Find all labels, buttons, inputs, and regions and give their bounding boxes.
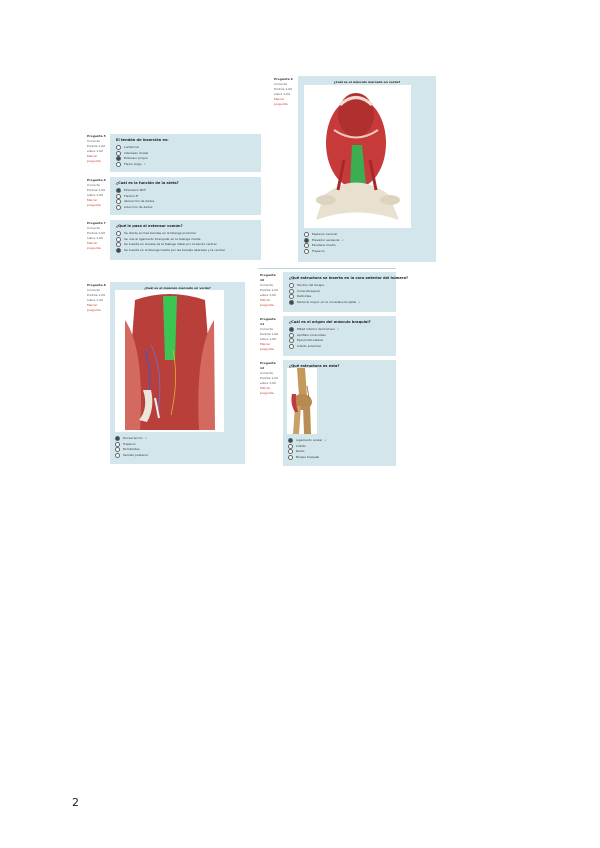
radio-icon[interactable]	[116, 231, 121, 236]
answer-option[interactable]: Trapecio	[115, 442, 148, 448]
section-divider	[258, 268, 396, 269]
radio-icon[interactable]	[288, 449, 293, 454]
answer-options-8	[115, 436, 148, 458]
question-state: Correcta	[274, 82, 287, 86]
radio-icon[interactable]	[116, 188, 121, 193]
radio-icon[interactable]	[115, 447, 120, 452]
answer-option[interactable]: Abducción de dedos	[116, 199, 255, 205]
question-score: Puntúa 1,00	[274, 87, 293, 91]
radio-icon[interactable]	[289, 289, 294, 294]
radio-icon[interactable]	[289, 327, 294, 332]
question-text: ¿Qué estructura se inserta en la cara anterior del húmero?	[289, 276, 409, 280]
answer-option[interactable]: Extensión MCF	[116, 188, 255, 194]
answer-option[interactable]: Romboides	[115, 447, 148, 453]
answer-option[interactable]: Se divide en tres bandas en la falange proximal	[116, 231, 255, 237]
flag-question-link[interactable]: Marcar	[260, 298, 271, 302]
elbow-image	[287, 368, 317, 434]
answer-option[interactable]: Elevador escápula ✓	[304, 238, 344, 244]
answer-option[interactable]: Cúbito	[288, 444, 327, 450]
question-score: Puntúa 1,00	[87, 188, 106, 192]
question-max: sobre 1,00	[260, 337, 276, 341]
radio-icon[interactable]	[289, 338, 294, 343]
flag-question-link-2[interactable]: pregunta	[260, 303, 274, 307]
question-state: Correcta	[87, 288, 100, 292]
question-text: ¿Cuál es el origen del músculo braquial?	[289, 320, 371, 324]
check-icon: ✓	[144, 436, 148, 440]
answer-option[interactable]: Lumbrical	[116, 145, 255, 151]
question-card-10	[283, 272, 409, 312]
radio-icon[interactable]	[289, 294, 294, 299]
question-state: Correcta	[87, 183, 100, 187]
answer-options-12	[288, 438, 327, 460]
question-info	[260, 273, 280, 308]
answer-option[interactable]: Escaleno medio	[304, 243, 344, 249]
question-info	[87, 134, 107, 164]
answer-option[interactable]: Pectoral mayor en la corredera bicipital ✓	[289, 300, 390, 306]
answer-option[interactable]: Se une al ligamento triangular en la falange media	[116, 237, 255, 243]
check-icon: ✓	[341, 237, 345, 242]
question-max: sobre 1,00	[274, 92, 290, 96]
answer-option[interactable]: Extensor propio	[116, 156, 255, 162]
radio-icon[interactable]	[288, 438, 293, 443]
flag-question-link[interactable]: Marcar	[260, 386, 271, 390]
question-max: sobre 1,00	[87, 298, 103, 302]
radio-icon[interactable]	[116, 237, 121, 242]
answer-option[interactable]: Se inserta en la falange media por las bandas laterales y la central	[116, 248, 255, 254]
answer-option[interactable]: Serrato posterior	[115, 453, 148, 459]
question-card-5	[110, 134, 261, 172]
answer-option[interactable]: Bíceps braquial	[288, 455, 327, 461]
answer-options-9	[304, 232, 344, 254]
answer-option[interactable]: Ligamento anular ✓	[288, 438, 327, 444]
neck-anatomy-illustration	[304, 85, 411, 228]
radio-icon[interactable]	[115, 442, 120, 447]
answer-option[interactable]: Deltoides	[289, 294, 390, 300]
question-number: Pregunta 7	[87, 221, 106, 225]
question-card-11	[283, 316, 396, 356]
answer-option[interactable]: Radio	[288, 449, 327, 455]
radio-icon[interactable]	[116, 194, 121, 199]
flag-question-link[interactable]: Marcar	[260, 342, 271, 346]
radio-icon[interactable]	[116, 205, 121, 210]
flag-question-link[interactable]: Marcar	[87, 303, 98, 307]
question-state: Correcta	[260, 371, 273, 375]
question-max: sobre 1,00	[260, 381, 276, 385]
question-number: Pregunta 10	[260, 273, 276, 282]
radio-icon[interactable]	[289, 333, 294, 338]
radio-icon[interactable]	[288, 455, 293, 460]
radio-icon[interactable]	[304, 249, 309, 254]
question-score: Puntúa 1,00	[87, 231, 106, 235]
answer-option[interactable]: Apófisis coracoides	[289, 333, 390, 339]
question-text: El tendón de inserción es:	[116, 138, 169, 142]
answer-option[interactable]: Cúbito proximal	[289, 344, 390, 350]
question-card-6	[110, 177, 261, 215]
check-icon: ✓	[143, 161, 147, 166]
question-number: Pregunta 6	[87, 178, 106, 182]
question-card-7	[110, 220, 261, 260]
radio-icon[interactable]	[304, 232, 309, 237]
question-info	[87, 283, 107, 313]
radio-icon[interactable]	[116, 151, 121, 156]
radio-icon[interactable]	[116, 145, 121, 150]
flag-question-link-2[interactable]: pregunta	[87, 159, 101, 163]
answer-option[interactable]: Tendón del bíceps	[289, 283, 390, 289]
flag-question-link-2[interactable]: pregunta	[87, 246, 101, 250]
back-muscle-image	[115, 290, 224, 432]
question-max: sobre 1,00	[87, 236, 103, 240]
question-text: ¿Cuál es el músculo marcado en verde?	[144, 286, 211, 290]
question-score: Puntúa 1,00	[87, 293, 106, 297]
radio-icon[interactable]	[116, 242, 121, 247]
answer-option[interactable]: Epicóndilo lateral	[289, 338, 390, 344]
radio-icon[interactable]	[116, 199, 121, 204]
question-number: Pregunta 12	[260, 361, 276, 370]
question-score: Puntúa 1,00	[87, 144, 106, 148]
back-anatomy-illustration	[115, 290, 224, 432]
answer-option[interactable]: Flexión IF	[116, 194, 255, 200]
elbow-anatomy-illustration	[287, 368, 317, 434]
question-number: Pregunta 9	[274, 77, 293, 81]
radio-icon[interactable]	[115, 436, 120, 441]
question-number: Pregunta 11	[260, 317, 276, 326]
question-info	[87, 178, 107, 208]
page-number: 2	[72, 796, 79, 809]
radio-icon[interactable]	[116, 156, 121, 161]
question-number: Pregunta 5	[87, 134, 106, 138]
answer-option[interactable]: Trapecio	[304, 249, 344, 255]
radio-icon[interactable]	[289, 344, 294, 349]
question-score: Puntúa 1,00	[260, 332, 279, 336]
radio-icon[interactable]	[116, 248, 121, 253]
question-number: Pregunta 8	[87, 283, 106, 287]
question-state: Correcta	[87, 226, 100, 230]
question-max: sobre 1,00	[87, 193, 103, 197]
answer-option[interactable]: Interóseo dorsal	[116, 151, 255, 157]
check-icon: ✓	[324, 438, 327, 442]
question-text: ¿Cuál es el músculo marcado en verde?	[333, 80, 401, 84]
flag-question-link[interactable]: Marcar	[87, 198, 98, 202]
question-score: Puntúa 1,00	[260, 288, 279, 292]
radio-icon[interactable]	[304, 243, 309, 248]
flag-question-link-2[interactable]: pregunta	[274, 102, 288, 106]
radio-icon[interactable]	[115, 453, 120, 458]
flag-question-link-2[interactable]: pregunta	[87, 203, 101, 207]
answer-option[interactable]: Mitad inferior del húmero ✓	[289, 327, 390, 333]
check-icon: ✓	[337, 327, 340, 331]
neck-muscle-image	[304, 85, 411, 228]
question-state: Correcta	[260, 327, 273, 331]
answer-option[interactable]: Dorsal ancho ✓	[115, 436, 148, 442]
flag-question-link-2[interactable]: pregunta	[87, 308, 101, 312]
radio-icon[interactable]	[116, 162, 121, 167]
radio-icon[interactable]	[289, 283, 294, 288]
radio-icon[interactable]	[304, 238, 309, 243]
check-icon: ✓	[358, 299, 361, 304]
question-score: Puntúa 1,00	[260, 376, 279, 380]
question-state: Correcta	[260, 283, 273, 287]
question-max: sobre 1,00	[87, 149, 103, 153]
question-state: Correcta	[87, 139, 100, 143]
question-info	[87, 221, 107, 251]
question-max: sobre 1,00	[260, 293, 276, 297]
radio-icon[interactable]	[288, 444, 293, 449]
answer-option[interactable]: Aducción de dedos	[116, 205, 255, 211]
flag-question-link[interactable]: Marcar	[87, 154, 98, 158]
radio-icon[interactable]	[289, 300, 294, 305]
question-info	[274, 77, 294, 107]
answer-option[interactable]: Se inserta en la base de la falange distal por la banda central	[116, 242, 255, 248]
answer-option[interactable]: Esplenio cervical	[304, 232, 344, 238]
question-text: ¿Cuál es la función de la aleta?	[116, 181, 179, 185]
question-info	[260, 361, 280, 396]
question-text: ¿Qué le pasa al extensor común?	[116, 224, 183, 228]
flag-question-link-2[interactable]: pregunta	[260, 347, 274, 351]
flag-question-link[interactable]: Marcar	[274, 97, 285, 101]
question-info	[260, 317, 280, 352]
question-text: ¿Qué estructura es esta?	[289, 364, 340, 368]
flag-question-link[interactable]: Marcar	[87, 241, 98, 245]
answer-option[interactable]: Coracobraquial	[289, 289, 390, 295]
answer-option[interactable]: Flexor largo ✓	[116, 162, 255, 168]
flag-question-link-2[interactable]: pregunta	[260, 391, 274, 395]
